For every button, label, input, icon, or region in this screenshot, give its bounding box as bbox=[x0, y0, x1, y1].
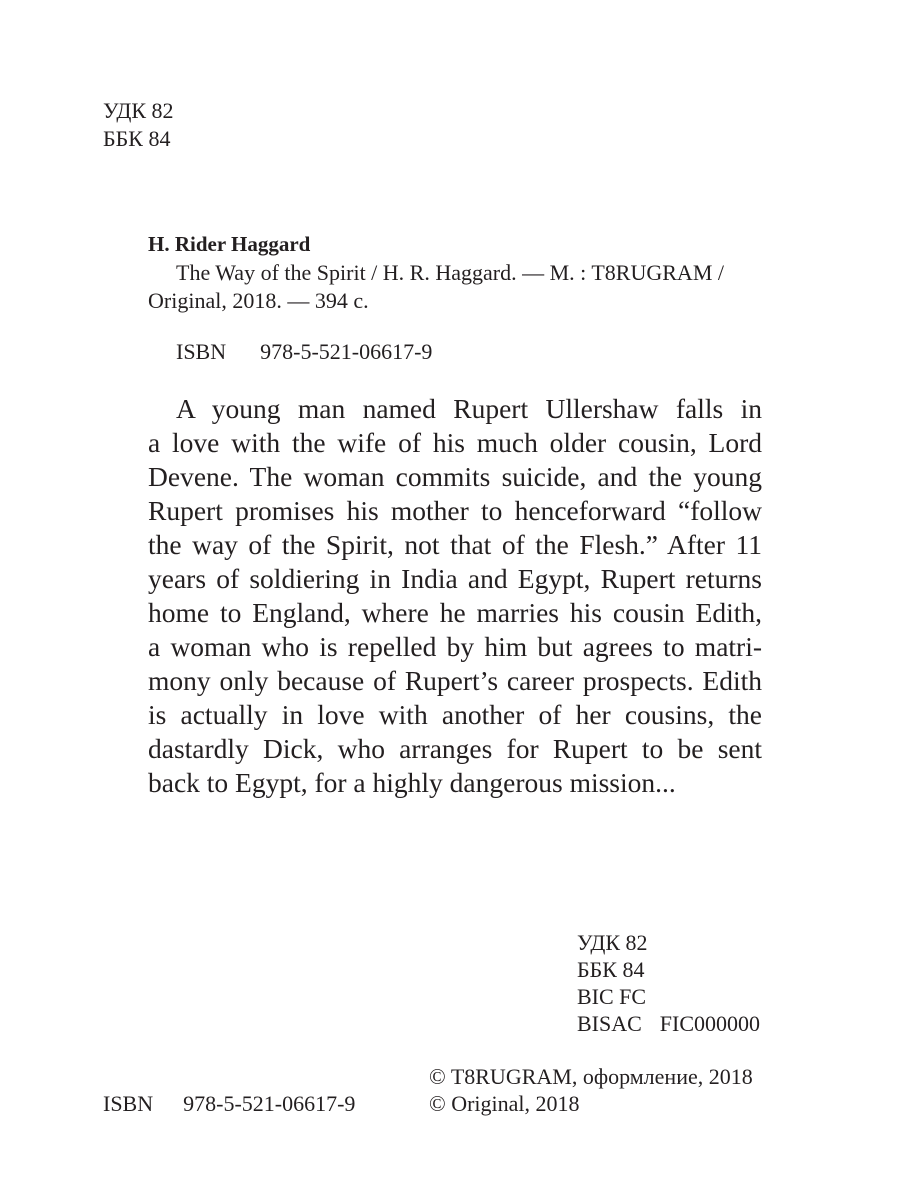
annotation-line: mony only because of Rupert’s career prospects. Edith bbox=[148, 665, 762, 696]
annotation-line: a love with the wife of his much older cousin, Lord bbox=[148, 427, 762, 458]
classification-udk: УДК 82 bbox=[577, 930, 648, 955]
bisac-code: FIC000000 bbox=[659, 1011, 761, 1036]
bisac-label: BISAC bbox=[577, 1011, 642, 1036]
isbn-number: 978-5-521-06617-9 bbox=[260, 339, 433, 364]
author-name: H. Rider Haggard bbox=[148, 232, 311, 256]
bbk-code: ББК 84 bbox=[103, 126, 171, 151]
footer-isbn-label: ISBN bbox=[103, 1091, 154, 1116]
udk-code: УДК 82 bbox=[103, 98, 174, 123]
annotation-line: is actually in love with another of her cousins, the bbox=[148, 699, 762, 730]
classification-bbk: ББК 84 bbox=[577, 957, 645, 982]
annotation-line: the way of the Spirit, not that of the Flesh.” After 11 bbox=[148, 529, 762, 560]
bibliographic-line-2: Original, 2018. — 394 c. bbox=[148, 288, 369, 313]
isbn-label: ISBN bbox=[176, 339, 227, 364]
isbn-record bbox=[176, 338, 432, 365]
annotation-line: years of soldiering in India and Egypt, Rupert returns bbox=[148, 563, 762, 594]
book-annotation bbox=[148, 392, 762, 800]
annotation-line: A young man named Rupert Ullershaw falls in bbox=[176, 393, 762, 424]
copyright-line-1: © T8RUGRAM, оформление, 2018 bbox=[429, 1064, 753, 1089]
footer-isbn-number: 978-5-521-06617-9 bbox=[183, 1091, 356, 1116]
annotation-line: a woman who is repelled by him but agrees to matri- bbox=[148, 631, 762, 662]
classification-block bbox=[577, 929, 760, 1037]
annotation-line: Devene. The woman commits suicide, and the young bbox=[148, 461, 762, 492]
bibliographic-line-1: The Way of the Spirit / H. R. Haggard. — M. : T8RUGRAM / bbox=[176, 260, 724, 285]
annotation-line: dastardly Dick, who arranges for Rupert to be sent bbox=[148, 733, 762, 764]
classification-bic: BIC FC bbox=[577, 984, 647, 1009]
annotation-line: Rupert promises his mother to henceforward “follow bbox=[148, 495, 762, 526]
annotation-line: back to Egypt, for a highly dangerous mission... bbox=[148, 767, 676, 798]
annotation-line: home to England, where he marries his cousin Edith, bbox=[148, 597, 762, 628]
classification-bisac bbox=[577, 1010, 760, 1037]
copyright-line-2: © Original, 2018 bbox=[429, 1091, 580, 1116]
footer-isbn bbox=[103, 1090, 355, 1117]
